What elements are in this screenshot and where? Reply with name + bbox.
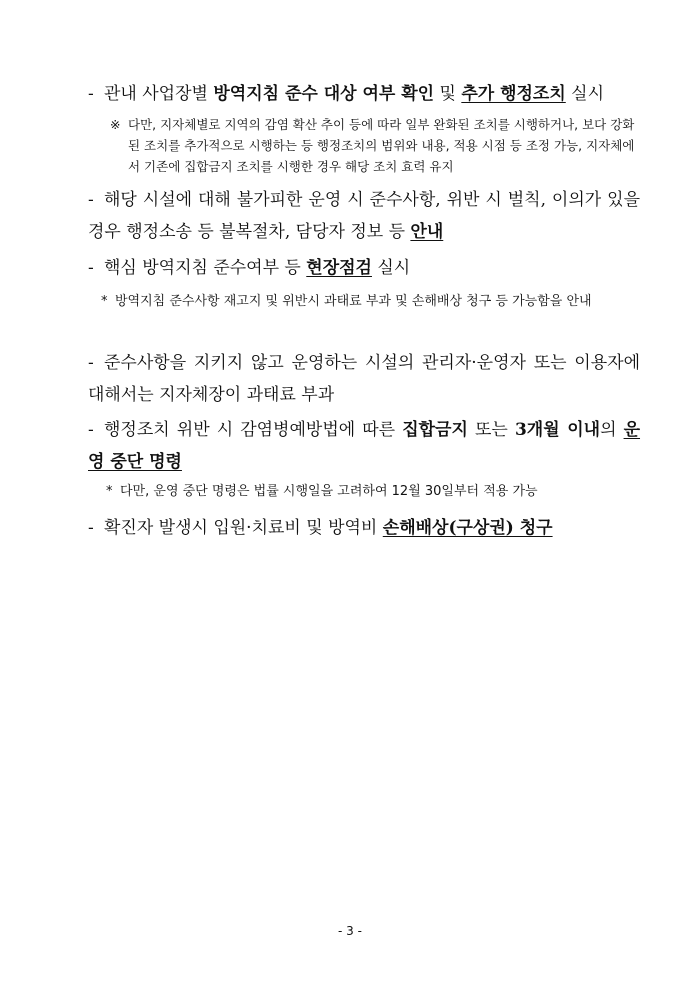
bullet-item-3 <box>88 252 640 284</box>
bullet-item-4 <box>88 347 640 411</box>
dash-marker: - <box>88 258 94 278</box>
bullet-item-6 <box>88 512 640 544</box>
bold-underlined-text: 운영 중단 명령 <box>88 420 641 472</box>
dash-marker: - <box>88 420 94 440</box>
bold-underlined-text: 손해배상(구상권) 청구 <box>382 518 553 538</box>
text-segment: 행정조치 위반 시 감염병예방법에 따른 <box>104 420 403 440</box>
note-text: 다만, 운영 중단 명령은 법률 시행일을 고려하여 12월 30일부터 적용 가능 <box>120 484 538 499</box>
bold-underlined-text: 현장점검 <box>306 258 372 278</box>
bold-text: 집합금지 <box>402 420 468 440</box>
text-segment: 실시 <box>371 258 411 278</box>
text-segment: 해당 시설에 대해 불가피한 운영 시 준수사항, 위반 시 벌칙, 이의가 있을 경우 행정소송 등 불복절차, 담당자 정보 등 <box>88 190 640 242</box>
text-segment: 핵심 방역지침 준수여부 등 <box>104 258 307 278</box>
bold-underlined-text: 추가 행정조치 <box>461 84 566 104</box>
note-1 <box>110 114 640 177</box>
text-segment: 실시 <box>565 84 605 104</box>
note-text: 방역지침 준수사항 재고지 및 위반시 과태료 부과 및 손해배상 청구 등 가능함을 안내 <box>115 294 592 309</box>
bold-text: 3개월 이내 <box>514 420 601 440</box>
dash-marker: - <box>88 518 94 538</box>
dash-marker: - <box>88 190 94 210</box>
bullet-item-5 <box>88 414 640 478</box>
dash-marker: - <box>88 84 94 104</box>
note-text: 다만, 지자체별로 지역의 감염 확산 추이 등에 따라 일부 완화된 조치를 시행하거나, 보다 강화된 조치를 추가적으로 시행하는 등 행정조치의 범위와 내용, 적용 시점 등 조정 가능, 지자체에서 기존에 집합금지 조치를 시행한 경우 해당 조치 효력 유지 <box>128 117 635 174</box>
bullet-item-1 <box>88 78 640 110</box>
text-segment: 또는 <box>467 420 515 440</box>
text-segment: 확진자 발생시 입원·치료비 및 방역비 <box>104 518 383 538</box>
page-number: - 3 - <box>338 924 362 938</box>
dash-marker: - <box>88 353 94 373</box>
bold-underlined-text: 안내 <box>410 222 444 242</box>
asterisk-mark: * <box>106 484 113 499</box>
text-segment: 관내 사업장별 <box>104 84 214 104</box>
text-segment: 의 <box>600 420 624 440</box>
asterisk-mark: * <box>101 294 108 309</box>
reference-mark: ※ <box>110 117 121 132</box>
bold-text: 방역지침 준수 대상 여부 확인 <box>213 84 435 104</box>
note-2 <box>101 291 640 312</box>
note-3 <box>106 481 640 502</box>
text-segment: 준수사항을 지키지 않고 운영하는 시설의 관리자·운영자 또는 이용자에 대해서는 지자체장이 과태료 부과 <box>88 353 640 405</box>
text-segment: 및 <box>434 84 462 104</box>
bullet-item-2 <box>88 184 640 248</box>
